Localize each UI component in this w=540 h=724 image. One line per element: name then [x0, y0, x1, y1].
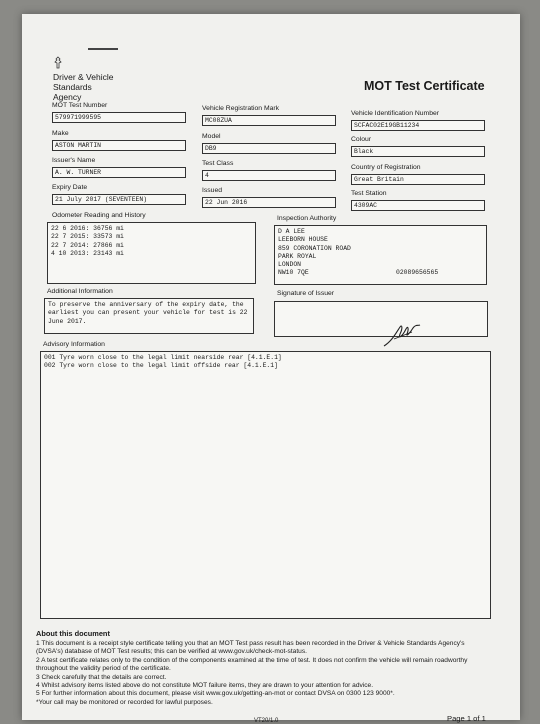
test-class-value: 4: [202, 170, 336, 181]
country-label: Country of Registration: [351, 164, 421, 171]
colour-label: Colour: [351, 136, 372, 143]
additional-information-text: To preserve the anniversary of the expiry date, the earliest you can present your vehicle for test is 22 June 2017.: [48, 301, 248, 325]
authority-phone: 02089656565: [396, 269, 439, 277]
issuer-name-label: Issuer's Name: [52, 157, 96, 164]
about-title: About this document: [36, 629, 110, 638]
vehicle-registration-label: Vehicle Registration Mark: [202, 105, 280, 112]
about-point: 5 For further information about this document, please visit www.gov.uk/getting-an-mot or contact DVSA on 0300 123 9000*.: [36, 690, 395, 698]
vehicle-registration-value: MC08ZUA: [202, 115, 336, 126]
authority-line: LEEBORN HOUSE: [278, 236, 328, 244]
mot-test-number-value: 579971999595: [52, 112, 186, 123]
issuer-name-value: A. W. TURNER: [52, 167, 186, 178]
make-value: ASTON MARTIN: [52, 140, 186, 151]
about-point: 4 Whilst advisory items listed above do not constitute MOT failure items, they are drawn to your attention for advice.: [36, 682, 374, 690]
authority-line: LONDON: [278, 261, 302, 269]
authority-postcode: NW10 7QE: [278, 269, 309, 277]
royal-crest-icon: [52, 56, 64, 70]
signature-box: [274, 301, 488, 337]
certificate-title: MOT Test Certificate: [364, 79, 485, 93]
model-label: Model: [202, 133, 221, 140]
odometer-entry: 22 7 2015: 33573 mi: [51, 233, 124, 241]
vin-label: Vehicle Identification Number: [351, 110, 440, 117]
inspection-authority-label: Inspection Authority: [277, 215, 337, 222]
mot-certificate-page: [22, 14, 520, 724]
test-station-value: 4309AC: [351, 200, 485, 211]
authority-line: D A LEE: [278, 228, 305, 235]
authority-line: PARK ROYAL: [278, 252, 317, 260]
odometer-entry: 22 6 2016: 36756 mi: [51, 225, 124, 232]
advisory-label: Advisory Information: [43, 341, 105, 348]
page-number: Page 1 of 1: [447, 714, 486, 723]
mot-test-number-label: MOT Test Number: [52, 102, 108, 109]
inspection-authority-box: [274, 225, 487, 285]
odometer-entry: 22 7 2014: 27866 mi: [51, 241, 124, 249]
staple-mark: [88, 48, 118, 50]
model-value: DB9: [202, 143, 336, 154]
about-point: 1 This document is a receipt style certificate telling you that an MOT Test pass result has been recorded in the Driver & Vehicle Standards Agency's (DVSA's) database of MOT Test results; this can be verified at www.gov.uk/check-mot-status.: [36, 640, 465, 656]
odometer-label: Odometer Reading and History: [52, 212, 146, 219]
expiry-date-value: 21 July 2017 (SEVENTEEN): [52, 194, 186, 205]
agency-name: [53, 72, 113, 102]
about-point: 2 A test certificate relates only to the condition of the components examined at the time of test. It does not confirm the vehicle will remain roadworthy throughout the validity period of the certificate.: [36, 656, 468, 673]
issuer-signature-icon: [382, 319, 424, 349]
expiry-date-label: Expiry Date: [52, 184, 88, 191]
advisory-item: 001 Tyre worn close to the legal limit nearside rear [4.1.E.1]: [44, 354, 282, 361]
test-class-label: Test Class: [202, 160, 234, 167]
additional-information-label: Additional Information: [47, 288, 113, 295]
vin-value: SCFAC02E19GB11234: [351, 120, 485, 131]
country-value: Great Britain: [351, 174, 485, 185]
agency-line-3: Agency: [53, 92, 82, 102]
form-code: VT20/1.0: [254, 718, 279, 724]
advisory-item: 002 Tyre worn close to the legal limit offside rear [4.1.E.1]: [44, 362, 278, 370]
about-points: [36, 640, 492, 707]
test-station-label: Test Station: [351, 190, 387, 197]
signature-label: Signature of Issuer: [277, 290, 335, 297]
agency-line-1: Driver & Vehicle: [53, 72, 114, 82]
odometer-entry: 4 10 2013: 23143 mi: [51, 249, 124, 257]
about-point: *Your call may be monitored or recorded for lawful purposes.: [36, 698, 213, 706]
make-label: Make: [52, 130, 69, 137]
advisory-box: [40, 351, 491, 619]
odometer-history: [47, 222, 256, 284]
agency-line-2: Standards: [53, 82, 92, 92]
issued-value: 22 Jun 2016: [202, 197, 336, 208]
colour-value: Black: [351, 146, 485, 157]
authority-line: 859 CORONATION ROAD: [278, 244, 351, 252]
issued-label: Issued: [202, 187, 223, 194]
about-point: 3 Check carefully that the details are correct.: [36, 673, 167, 681]
additional-information-box: [44, 298, 254, 334]
